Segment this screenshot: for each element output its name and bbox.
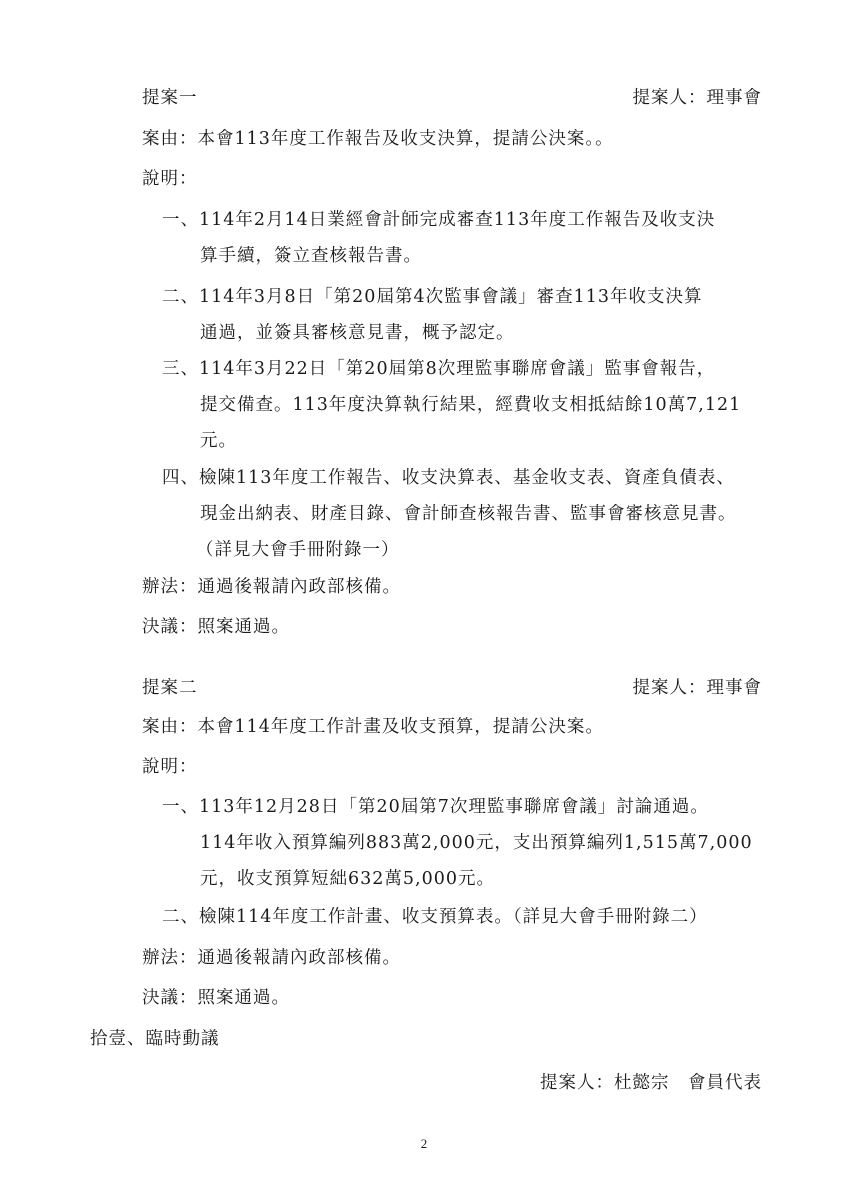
proposal1-item4-line2: 現金出納表、財產目錄、會計師查核報告書、監事會審核意見書。 [200, 504, 737, 524]
proposal1-proposer: 提案人：理事會 [632, 88, 762, 108]
page-number: 2 [420, 1136, 428, 1151]
proposal2-method: 辦法：通過後報請內政部核備。 [142, 948, 401, 968]
proposal2-reason: 案由：本會114年度工作計畫及收支預算，提請公決案。 [142, 717, 604, 737]
proposal1-explain-label: 說明： [142, 169, 198, 189]
proposal2-item1-line3: 元，收支預算短絀632萬5,000元。 [200, 869, 496, 889]
proposal1-resolution: 決議：照案通過。 [142, 617, 290, 637]
proposal2-proposer: 提案人：理事會 [632, 678, 762, 698]
proposal1-item3-line2: 提交備查。113年度決算執行結果，經費收支相抵結餘10萬7,121 [200, 395, 742, 415]
proposal1-item2-line2: 通過，並簽具審核意見書，概予認定。 [200, 323, 515, 343]
proposal1-reason: 案由：本會113年度工作報告及收支決算，提請公決案。。 [142, 129, 614, 149]
proposal1-item1-line2: 算手續，簽立查核報告書。 [200, 246, 422, 266]
proposal1-item4-line3: （詳見大會手冊附錄一） [196, 540, 400, 560]
proposal2-item2-line1: 二、檢陳114年度工作計畫、收支預算表。（詳見大會手冊附錄二） [162, 907, 708, 927]
proposal2-title: 提案二 [142, 678, 198, 698]
proposal2-item1-line2: 114年收入預算編列883萬2,000元，支出預算編列1,515萬7,000 [200, 833, 753, 853]
proposal1-item3-line1: 三、114年3月22日「第20屆第8次理監事聯席會議」監事會報告， [162, 359, 716, 379]
proposal1-item4-line1: 四、檢陳113年度工作報告、收支決算表、基金收支表、資產負債表、 [162, 468, 735, 488]
proposal1-item3-line3: 元。 [200, 431, 237, 451]
proposal1-title: 提案一 [142, 88, 198, 108]
proposal2-resolution: 決議：照案通過。 [142, 988, 290, 1008]
proposal1-method: 辦法：通過後報請內政部核備。 [142, 577, 401, 597]
proposal1-item2-line1: 二、114年3月8日「第20屆第4次監事會議」審查113年收支決算 [162, 287, 703, 307]
section-title: 拾壹、臨時動議 [90, 1029, 220, 1049]
proposal2-explain-label: 說明： [142, 757, 198, 777]
proposal1-item1-line1: 一、114年2月14日業經會計師完成審查113年度工作報告及收支決 [162, 210, 716, 230]
proposal2-item1-line1: 一、113年12月28日「第20屆第7次理監事聯席會議」討論通過。 [162, 797, 709, 817]
section-proposer: 提案人：杜懿宗 會員代表 [540, 1073, 762, 1093]
